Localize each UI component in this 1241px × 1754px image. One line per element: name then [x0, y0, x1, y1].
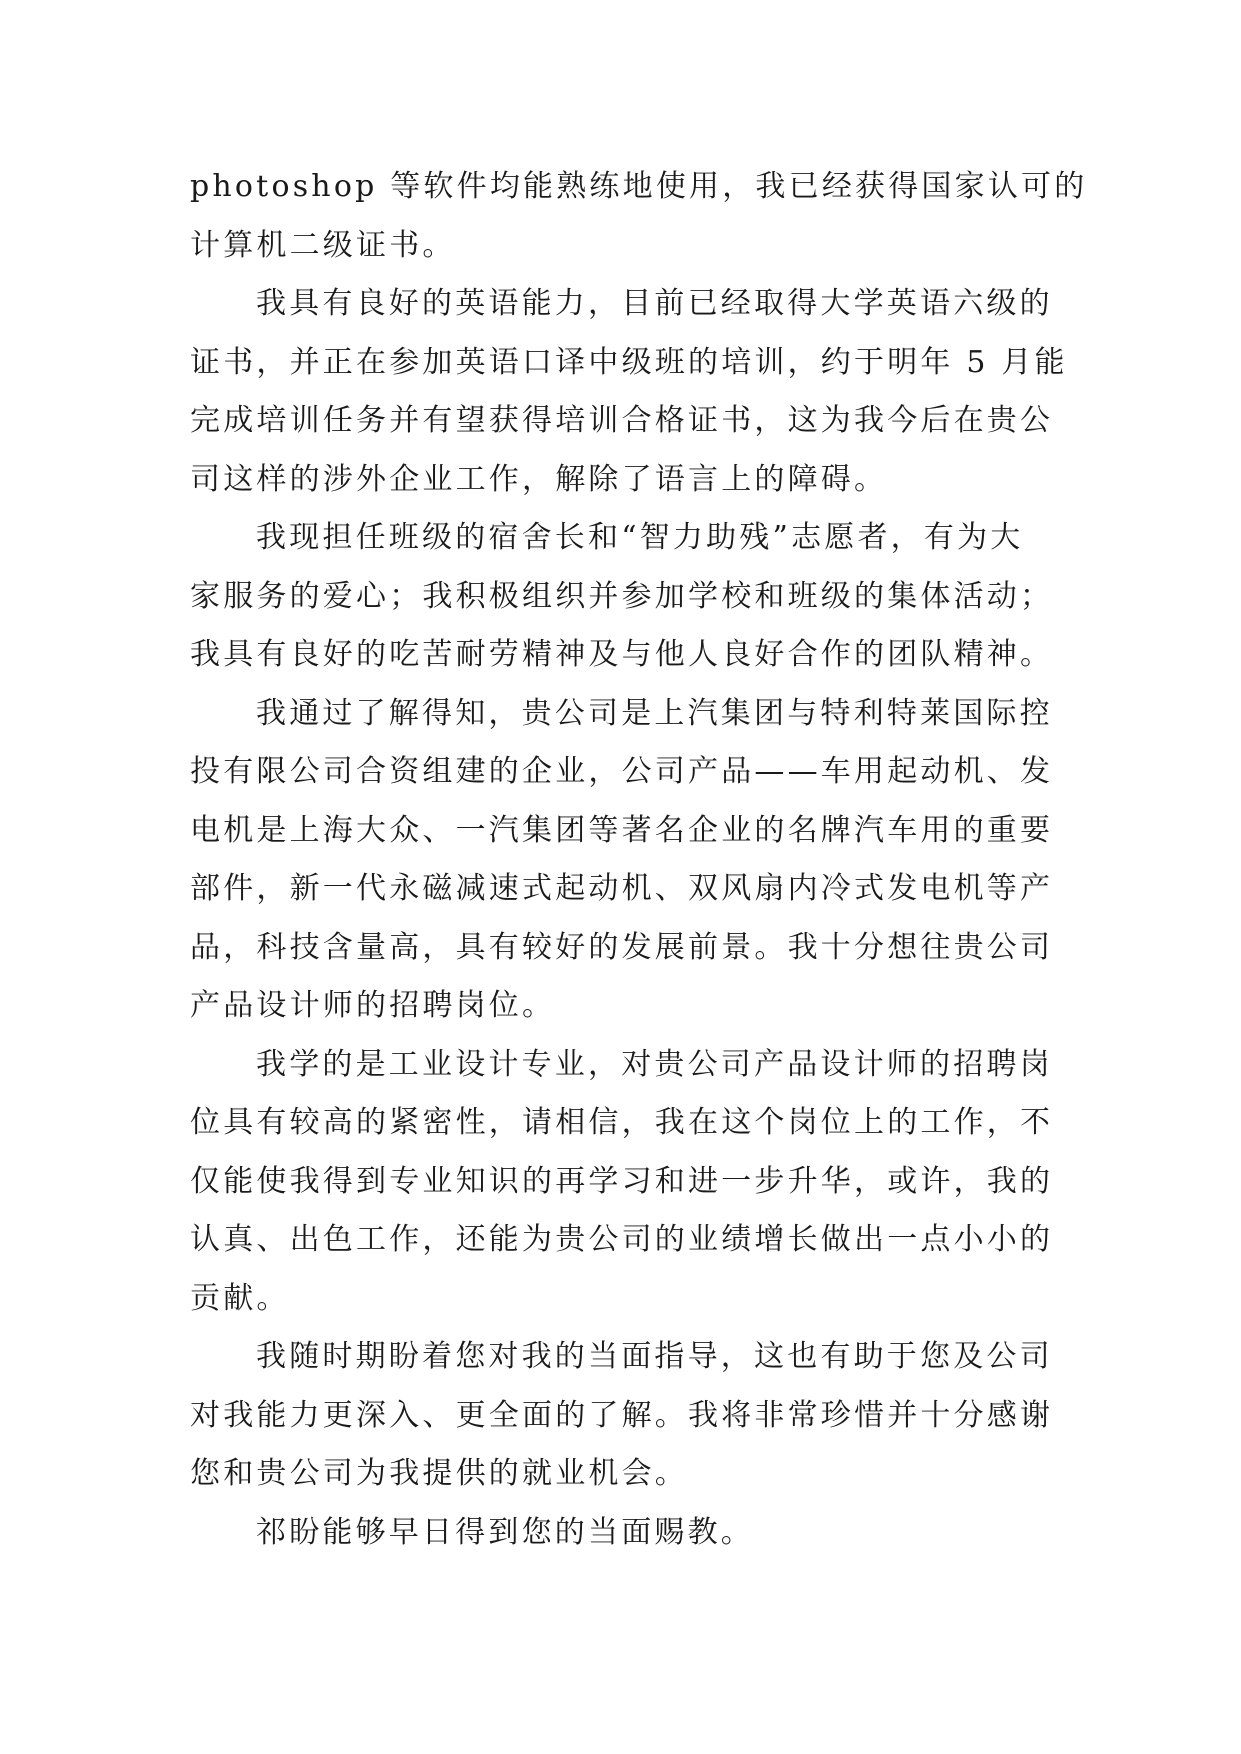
text-line: 产品设计师的招聘岗位。 [190, 988, 556, 1023]
text-line: 电机是上海大众、一汽集团等著名企业的名牌汽车用的重要 [190, 812, 1054, 848]
text-line: 司这样的涉外企业工作，解除了语言上的障碍。 [190, 461, 888, 497]
text-line: 我具有良好的吃苦耐劳精神及与他人良好合作的团队精神。 [190, 637, 1054, 672]
paragraph-closing [190, 1504, 1060, 1563]
text-line: 我具有良好的英语能力，目前已经取得大学英语六级的 [256, 286, 1053, 321]
text-line: 认真、出色工作，还能为贵公司的业绩增长做出一点小小的 [190, 1222, 1054, 1257]
text-line: 贡献。 [190, 1280, 290, 1316]
text-line: 计算机二级证书。 [190, 227, 456, 263]
text-line: 投有限公司合资组建的企业，公司产品——车用起动机、发 [190, 754, 1054, 789]
text-line: 我现担任班级的宿舍长和“智力助残”志愿者，有为大 [256, 520, 1024, 555]
text-line: 家服务的爱心；我积极组织并参加学校和班级的集体活动； [190, 578, 1054, 614]
paragraph-interview-request [190, 1328, 1060, 1504]
text-line: 品，科技含量高，具有较好的发展前景。我十分想往贵公司 [190, 929, 1054, 965]
text-line: 您和贵公司为我提供的就业机会。 [190, 1456, 688, 1491]
paragraph-software-skills [190, 158, 1088, 275]
text-line: 我通过了解得知，贵公司是上汽集团与特利特莱国际控 [256, 695, 1053, 731]
text-line: 证书，并正在参加英语口译中级班的培训，约于明年 5 月能 [190, 344, 1068, 380]
text-line: 部件，新一代永磁减速式起动机、双风扇内冷式发电机等产 [190, 871, 1054, 906]
paragraph-company-info [190, 685, 1060, 1036]
text-line: 完成培训任务并有望获得培训合格证书，这为我今后在贵公 [190, 403, 1054, 438]
text-line: 仅能使我得到专业知识的再学习和进一步升华，或许，我的 [190, 1163, 1054, 1199]
paragraph-major-fit [190, 1036, 1060, 1329]
text-line: 对我能力更深入、更全面的了解。我将非常珍惜并十分感谢 [190, 1397, 1054, 1433]
letter-body [190, 158, 1088, 1562]
paragraph-activities [190, 509, 1060, 685]
text-line: 我学的是工业设计专业，对贵公司产品设计师的招聘岗 [256, 1046, 1053, 1082]
paragraph-english-ability [190, 275, 1068, 509]
text-line: 祁盼能够早日得到您的当面赐教。 [256, 1514, 754, 1550]
text-line: 位具有较高的紧密性，请相信，我在这个岗位上的工作，不 [190, 1105, 1054, 1140]
text-line: 我随时期盼着您对我的当面指导，这也有助于您及公司 [256, 1339, 1053, 1374]
text-line: photoshop 等软件均能熟练地使用，我已经获得国家认可的 [190, 169, 1088, 204]
